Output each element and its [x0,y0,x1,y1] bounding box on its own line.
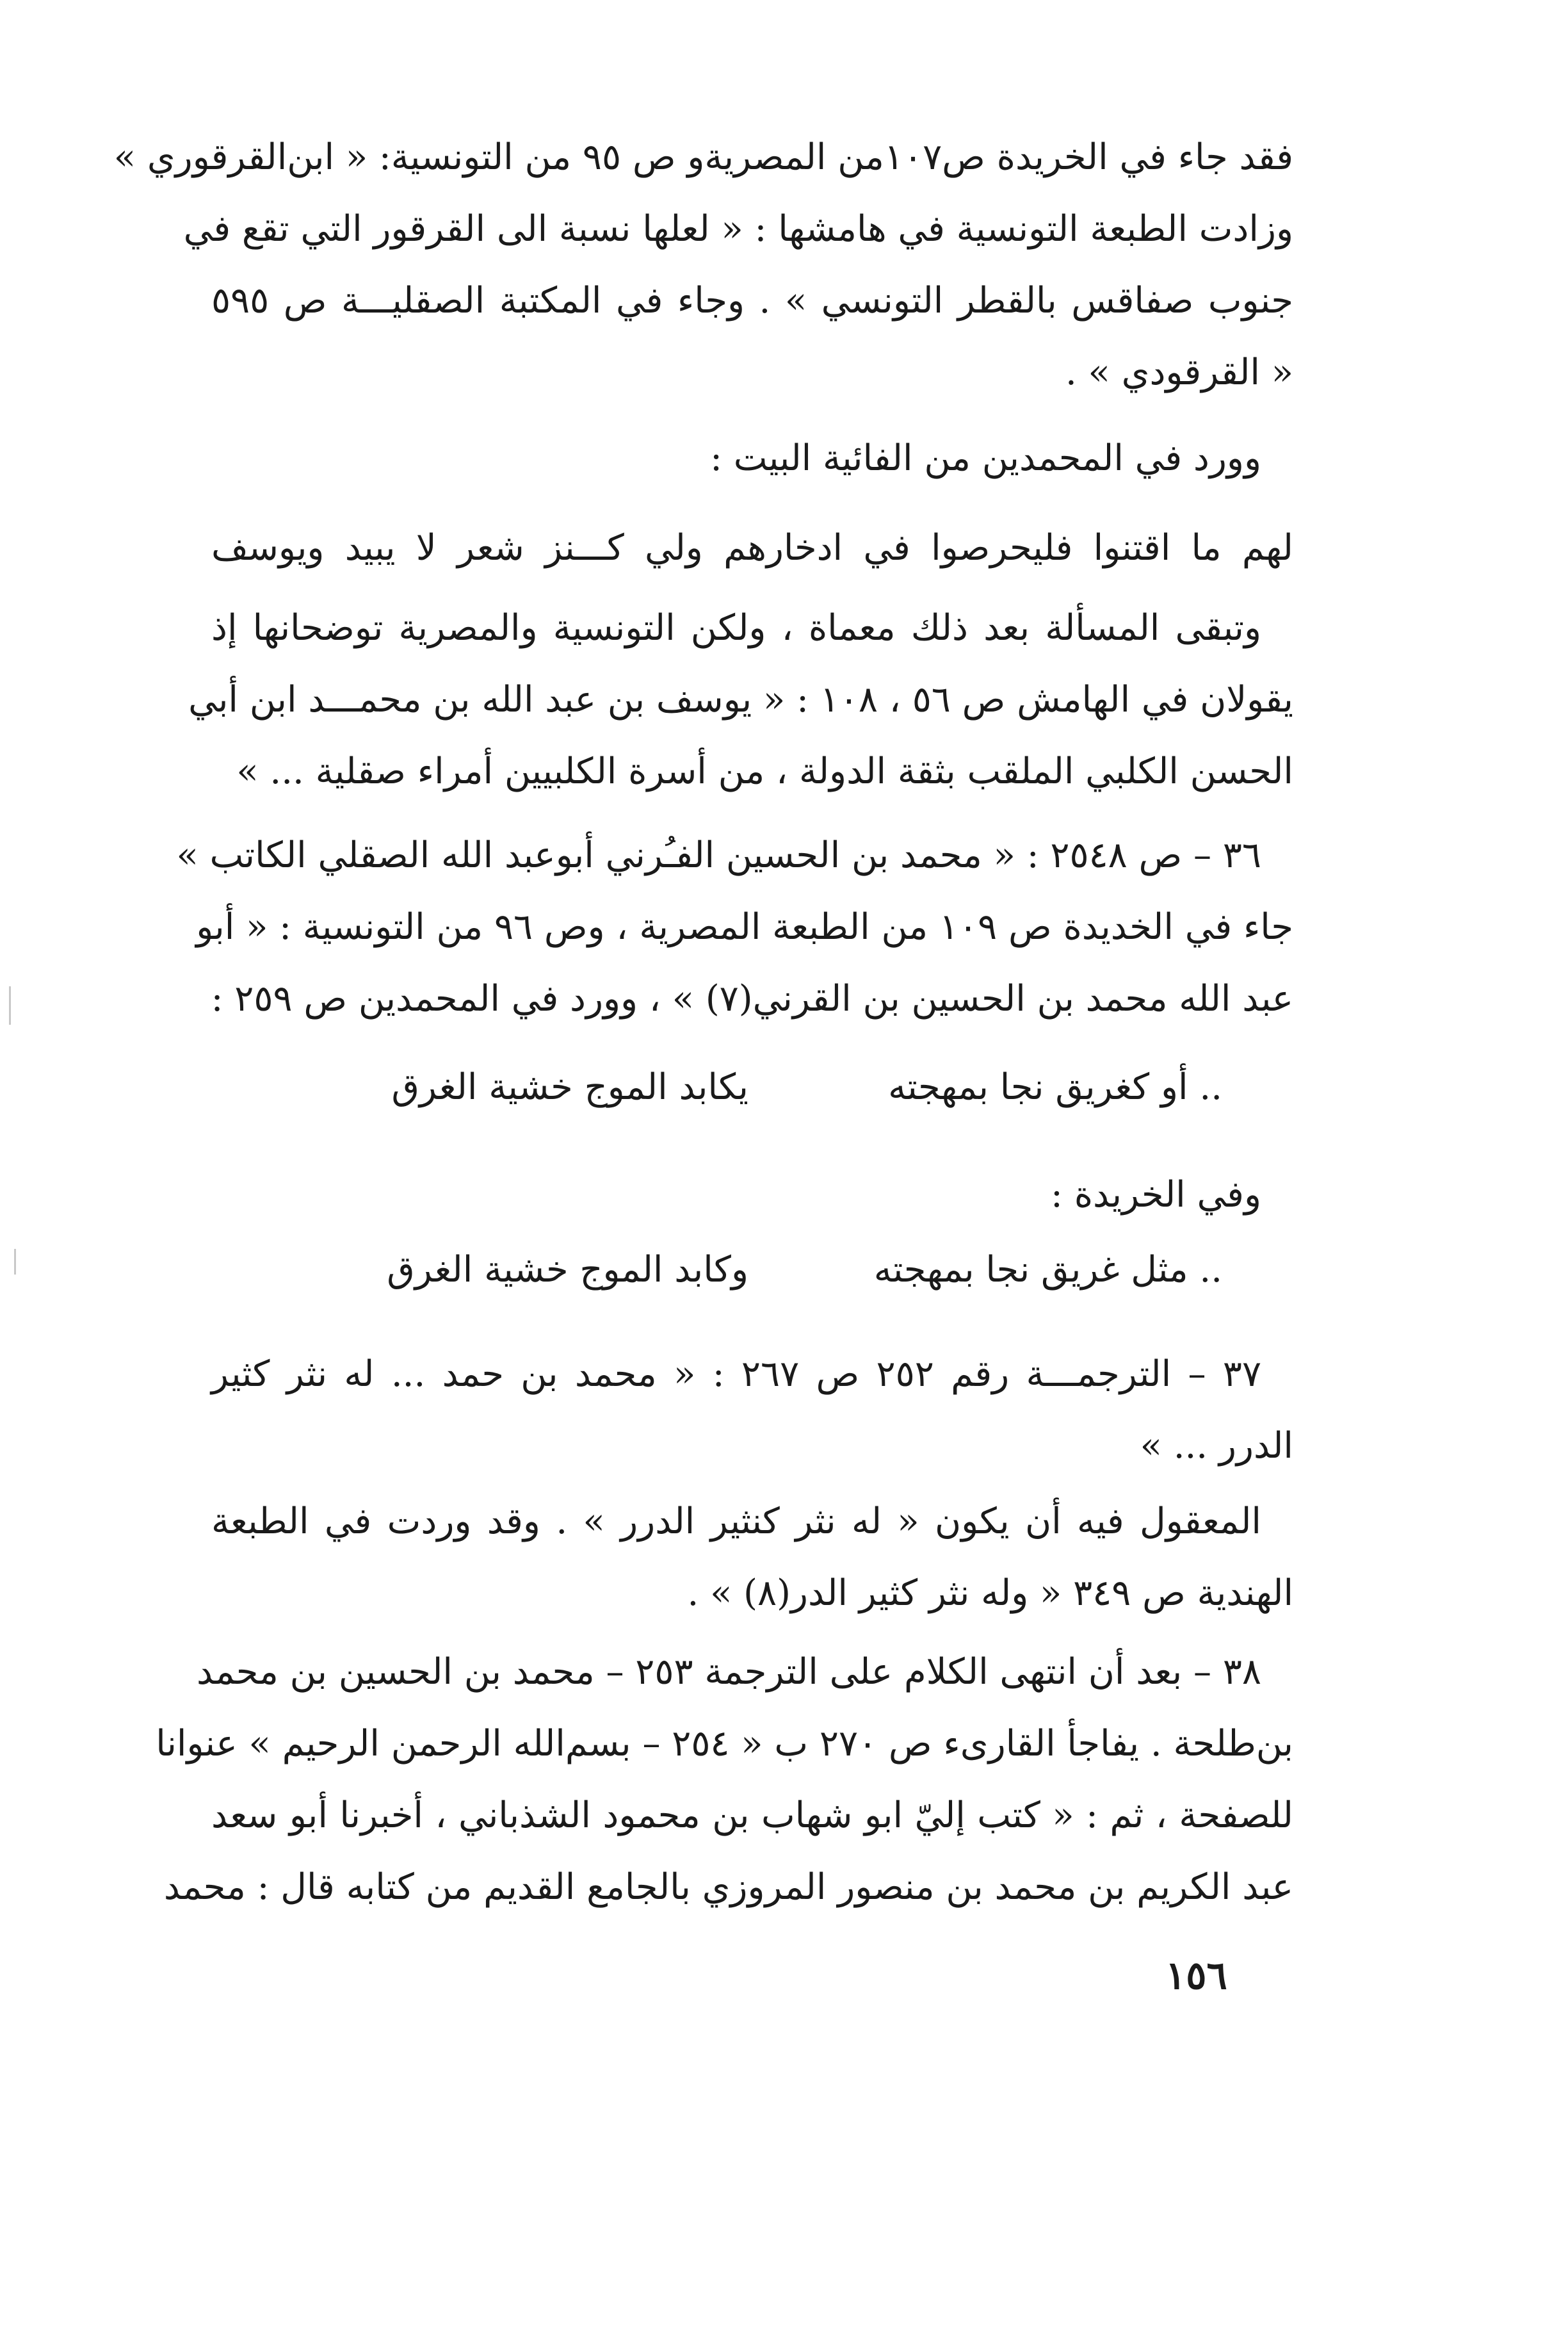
scan-speck [14,1249,16,1275]
text-line: الدرر ... » [1140,1425,1293,1467]
page-number: ١٥٦ [1165,1953,1227,1998]
verse-1-first-hemistich: .. أو كغريق نجا بمهجته [888,1066,1222,1108]
verse-2-first-hemistich: .. مثل غريق نجا بمهجته [873,1249,1222,1291]
text-line: وتبقى المسألة بعد ذلك معماة ، ولكن التونسية والمصرية توضحانها إذ [211,607,1261,649]
paragraph-6 [211,1159,1261,1231]
text-line: جنوب صفاقس بالقطر التونسي » . وجاء في المكتبة الصقليـــة ص ٥٩٥ [211,280,1293,322]
text-line: الحسن الكلبي الملقب بثقة الدولة ، من أسرة الكلبيين أمراء صقلية ... » [236,751,1293,792]
text-line: جاء في الخديدة ص ١٠٩ من الطبعة المصرية ، وص ٩٦ من التونسية : « أبو [196,906,1293,948]
text-line: الهندية ص ٣٤٩ « وله نثر كثير الدر(٨) » . [687,1572,1293,1614]
paragraph-7 [211,1339,1293,1482]
paragraph-3 [211,512,1293,584]
text-line: يقولان في الهامش ص ٥٦ ، ١٠٨ : « يوسف بن عبد الله بن محمـــد ابن أبي [188,679,1293,721]
verse-2-second-hemistich: وكابد الموج خشية الغرق [387,1249,748,1291]
paragraph-4 [188,592,1293,808]
text-line: فقد جاء في الخريدة ص١٠٧من المصريةو ص ٩٥ من التونسية: « ابن‌القرقوري » [113,136,1293,178]
paragraph-5 [176,820,1293,1035]
text-line: ٣٦ – ص ٢٥٤٨ : « محمد بن الحسين الفـُرني أبوعبد الله الصقلي الكاتب » [176,835,1261,876]
text-line: لهم ما اقتنوا فليحرصوا في ادخارهم ولي كـــنز شعر لا يبيد ويوسف [211,527,1293,569]
text-line: عبد الله محمد بن الحسين بن القرني(٧) » ، وورد في المحمدين ص ٢٥٩ : [211,978,1293,1020]
text-line: وفي الخريدة : [1051,1174,1261,1216]
paragraph-1 [113,122,1293,409]
text-line: المعقول فيه أن يكون « له نثر كنثير الدرر » . وقد وردت في الطبعة [211,1501,1261,1542]
paragraph-8 [211,1486,1293,1629]
text-line: وورد في المحمدين من الفائية البيت : [710,437,1261,479]
scan-speck [9,986,11,1025]
text-line: للصفحة ، ثم : « كتب إليّ ابو شهاب بن محمود الشذباني ، أخبرنا أبو سعد [211,1795,1293,1836]
paragraph-9 [156,1636,1293,1923]
text-line: ٣٨ – بعد أن انتهى الكلام على الترجمة ٢٥٣ – محمد بن الحسين بن محمد [196,1651,1261,1693]
paragraph-2 [211,423,1261,494]
text-line: عبد الكريم بن محمد بن منصور المروزي بالجامع القديم من كتابه قال : محمد [163,1866,1293,1908]
text-line: « القرقودي » . [1065,352,1293,393]
text-line: بن‌طلحة . يفاجأ القارىء ص ٢٧٠ ب « ٢٥٤ – بسم‌الله الرحمن الرحيم » عنوانا [156,1723,1293,1764]
text-line: وزادت الطبعة التونسية في هامشها : « لعلها نسبة الى القرقور التي تقع في [183,208,1293,250]
verse-1-second-hemistich: يكابد الموج خشية الغرق [391,1066,748,1108]
text-line: ٣٧ – الترجمـــة رقم ٢٥٢ ص ٢٦٧ : « محمد بن حمد ... له نثر كثير [211,1353,1262,1395]
